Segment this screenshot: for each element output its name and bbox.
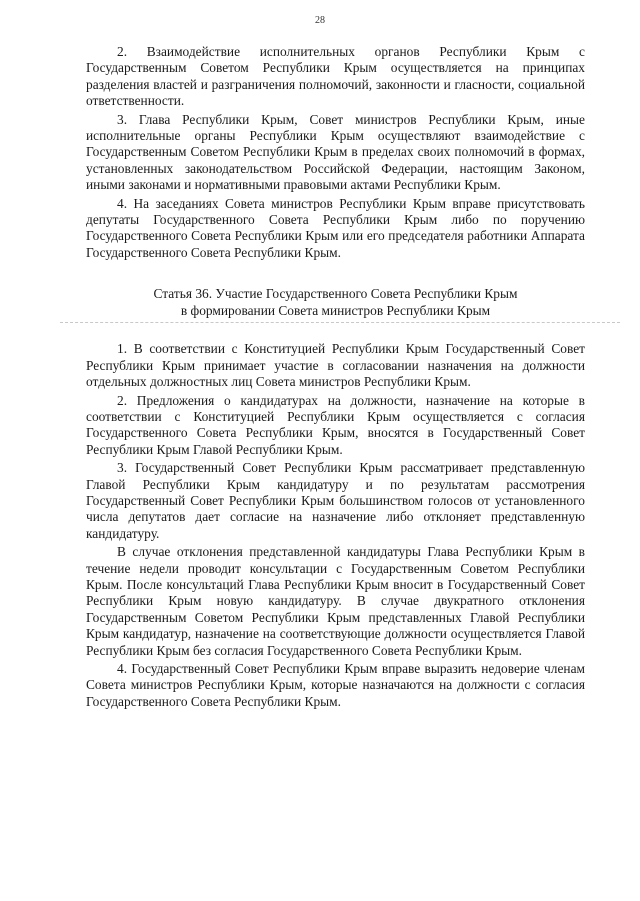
article-heading-line-1: Статья 36. Участие Государственного Совета Республики Крым [153, 286, 518, 302]
article-paragraph-2: 2. Предложения о кандидатурах на должности, назначение на которые в соответствии с Конституцией Республики Крым осуществляется с согласия Государственного Совета Республики Крым, вносятся в Государственный Совет Республики Крым Главой Республики Крым. [86, 392, 585, 457]
article-paragraph-4: 4. Государственный Совет Республики Крым вправе выразить недоверие членам Совета министров Республики Крым, которые назначаются на должности с согласия Государственного Совета Республики Крым. [86, 661, 585, 709]
paragraph-3: 3. Глава Республики Крым, Совет министров Республики Крым, иные исполнительные органы Республики Крым осуществляют взаимодействие с Государственным Советом Республики Крым в пределах своих полномочий в формах, установленных законодательством Российской Федерации, настоящим Законом, иными законами и нормативными правовыми актами Республики Крым. [86, 111, 585, 193]
article-paragraph-3: 3. Государственный Совет Республики Крым рассматривает представленную Главой Республики Крым кандидатуру и по результатам рассмотрения Государственный Совет Республики Крым большинством голосов от установленного числа депутатов дает согласие на назначение либо отклоняет представленную кандидатуру. [86, 460, 585, 541]
article-heading [86, 285, 585, 319]
page-number: 28 [315, 15, 325, 26]
article-paragraph-3-continued: В случае отклонения представленной кандидатуры Глава Республики Крым в течение недели проводит консультации с Государственным Советом Республики Крым. После консультаций Глава Республики Крым вносит в Государственный Совет Республики Крым новую кандидатуру. В случае двукратного отклонения Государственным Советом Республики Крым представленных Главой Республики Крым кандидатур, назначение на соответствующие должности осуществляется Главой Республики Крым без согласия Государственного Совета Республики Крым. [86, 544, 585, 658]
article-paragraph-1: 1. В соответствии с Конституцией Республики Крым Государственный Совет Республики Крым принимает участие в согласовании назначения на должности отдельных должностных лиц Совета министров Республики Крым. [86, 341, 585, 390]
paragraph-4: 4. На заседаниях Совета министров Республики Крым вправе присутствовать депутаты Государственного Совета Республики Крым либо по поручению Государственного Совета Республики Крым или его председателя работники Аппарата Государственного Совета Республики Крым. [86, 195, 585, 260]
paragraph-2: 2. Взаимодействие исполнительных органов Республики Крым с Государственным Советом Республики Крым осуществляется на принципах разделения властей и разграничения полномочий, законности и гласности, социальной ответственности. [86, 44, 585, 109]
document-body [86, 44, 585, 712]
article-heading-line-2: в формировании Совета министров Республики Крым [180, 303, 491, 319]
